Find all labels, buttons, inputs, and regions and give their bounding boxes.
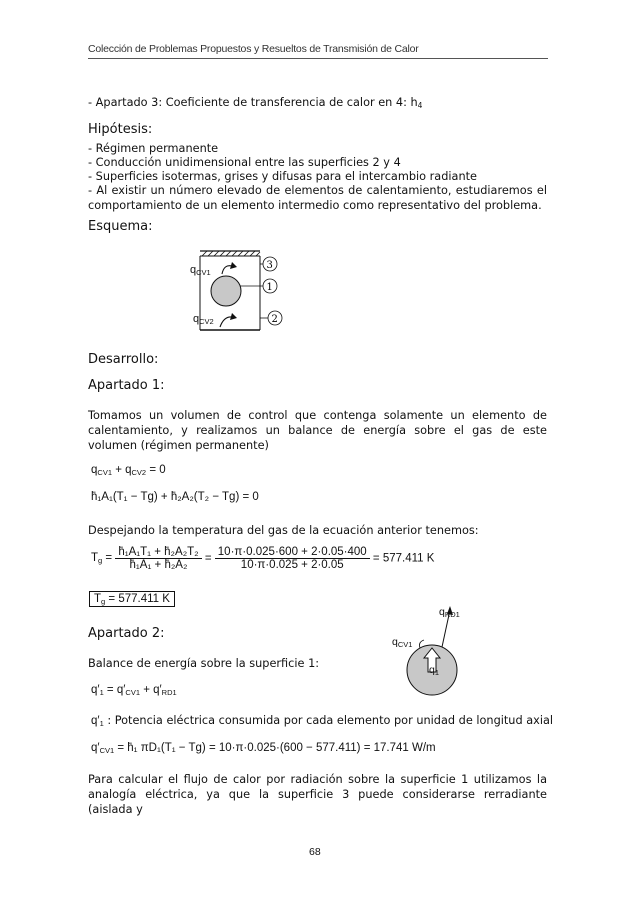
apartado2-heading: Apartado 2: <box>88 626 165 641</box>
apartado1-heading: Apartado 1: <box>88 378 165 393</box>
fig-qrd1-label: $q_{RD1}$ <box>439 606 460 619</box>
hipotesis-item-1: - Conducción unidimensional entre las superficies 2 y 4 <box>88 156 401 169</box>
hipotesis-item-2: - Superficies isotermas, grises y difusas para el intercambio radiante <box>88 170 477 183</box>
running-header: Colección de Problemas Propuestos y Resueltos de Transmisión de Calor <box>88 43 419 55</box>
header-rule <box>88 58 548 59</box>
fig-q1-label: $q_1$ <box>429 664 440 677</box>
hipotesis-item-3: - Al existir un número elevado de elementos de calentamiento, estudiaremos el comportamiento de un elemento intermedio como representativo del problema. <box>88 184 547 212</box>
eq-energy-balance: $q_{CV1} + q_{CV2} = 0$ <box>91 464 166 477</box>
eq-surface1-balance: $q'_1 = q'_{CV1} + q'_{RD1}$ <box>91 684 177 697</box>
fig-qcv1-label: $q_{CV1}$ <box>392 636 413 649</box>
page-number: 68 <box>309 846 321 858</box>
eq-gas-temperature: $T_g$ = $\frac{\text{h̄₁A₁T₁ + h̄₂A₂T₂}}{\text{h̄₁A₁ + h̄₂A₂}}$ = $\frac{10\cdot\pi\cdot 0.025\cdot 600 + 2\cdot 0.05\cdot 400}{10\cdot\pi\cdot 0.025 + 2\cdot 0.05}$ = 577.411 K <box>91 546 435 571</box>
boxed-result: $T_g = 577.411$ K <box>89 593 175 606</box>
apartado1-paragraph: Tomamos un volumen de control que contenga solamente un elemento de calentamiento, y realizamos un balance de energía sobre el gas de este volumen (régimen permanente) <box>88 409 547 452</box>
esquema-qcv1-label: $q_{CV1}$ <box>190 264 211 277</box>
eq-gas-temperature-symbolic: $\frac{\text{h̄₁A₁T₁ + h̄₂A₂T₂}}{\text{h̄₁A₁ + h̄₂A₂}}$ <box>115 546 201 571</box>
apartado2-paragraph: Para calcular el flujo de calor por radiación sobre la superficie 1 utilizamos la analogía eléctrica, ya que la superficie 3 puede considerarse rerradiante (aislada y <box>88 773 547 816</box>
callout-1: 1 <box>266 282 273 293</box>
apartado3-sub: 4 <box>417 101 423 110</box>
esquema-qcv2-label: $q_{CV2}$ <box>193 313 214 326</box>
hipotesis-item-0: - Régimen permanente <box>88 142 219 155</box>
apartado2-balance: Balance de energía sobre la superficie 1: <box>88 657 320 670</box>
eq-convection-balance: h̄₁A₁(T₁ − Tg) + h̄₂A₂(T₂ − Tg) = 0 <box>91 491 259 503</box>
apartado3-line <box>88 95 422 113</box>
esquema-heading: Esquema: <box>88 219 153 234</box>
callout-2: 2 <box>271 314 278 325</box>
heating-element-circle <box>211 276 241 306</box>
apartado3-text: - Apartado 3: Coeficiente de transferencia de calor en 4: h <box>88 96 418 109</box>
despejando-text: Despejando la temperatura del gas de la ecuación anterior tenemos: <box>88 524 479 537</box>
q1-definition: $q'_1$ : Potencia eléctrica consumida por cada elemento por unidad de longitud axial <box>91 714 554 728</box>
eq-qcv1: $q'_{CV1}$ = h̄₁ πD₁(T₁ − Tg) = 10·π·0.025·(600 − 577.411) = 17.741 W/m <box>91 742 436 755</box>
desarrollo-heading: Desarrollo: <box>88 352 159 367</box>
eq-gas-temperature-numeric: $\frac{10\cdot\pi\cdot 0.025\cdot 600 + 2\cdot 0.05\cdot 400}{10\cdot\pi\cdot 0.025 + 2\cdot 0.05}$ <box>215 546 370 571</box>
callout-3: 3 <box>266 260 273 271</box>
hipotesis-heading: Hipótesis: <box>88 122 153 137</box>
